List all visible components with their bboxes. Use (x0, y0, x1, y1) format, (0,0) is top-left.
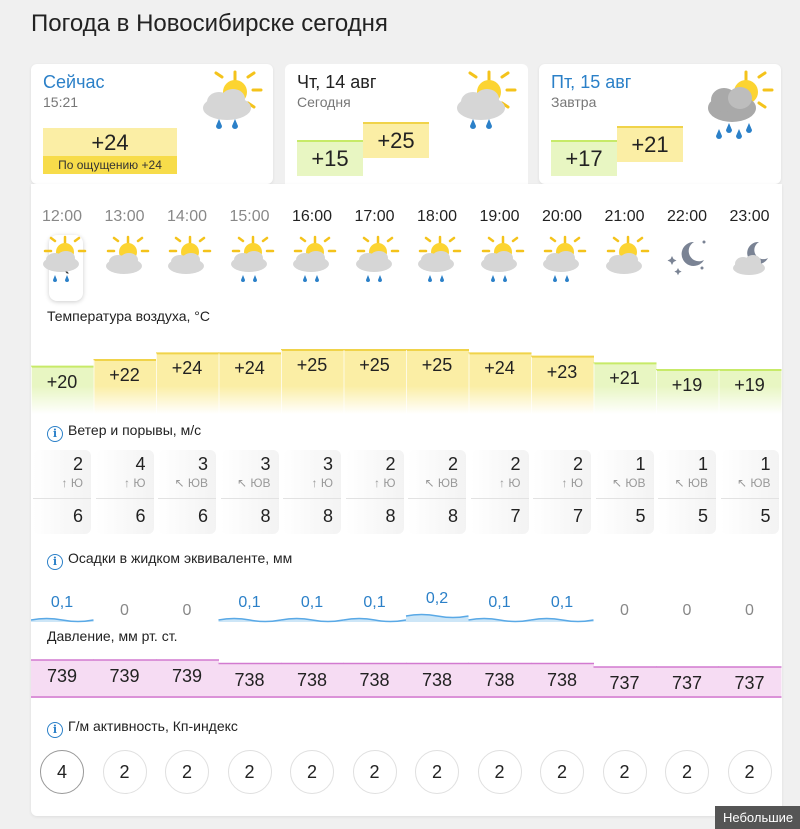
wind-card (346, 450, 404, 534)
hour-label: 14:00 (166, 208, 208, 225)
wind-divider (533, 498, 591, 499)
wind-gust: 6 (72, 506, 83, 526)
pressure-value: 738 (484, 669, 515, 690)
pressure-value: 738 (546, 669, 578, 690)
wind-card (658, 450, 716, 534)
precipitation-value: 0 (745, 602, 754, 619)
wind-divider (33, 498, 91, 499)
info-icon[interactable]: i (47, 722, 63, 738)
temperature-value: +21 (609, 368, 640, 389)
kp-index-badge: 2 (353, 750, 397, 794)
kp-index-badge: 2 (665, 750, 709, 794)
temperature-value: +23 (546, 361, 578, 382)
wind-speed: 1 (635, 454, 646, 474)
pressure-value: 737 (609, 673, 640, 693)
wind-speed: 3 (197, 454, 208, 474)
moon-cloud-icon (719, 234, 781, 282)
moon-stars-icon (656, 234, 718, 282)
now-card[interactable] (31, 64, 273, 184)
wind-card (158, 450, 216, 534)
kp-index-badge: 4 (40, 750, 84, 794)
wind-direction (737, 476, 771, 490)
pressure-value: 738 (421, 669, 453, 690)
wind-speed: 4 (135, 454, 146, 474)
pressure-value: 739 (46, 666, 78, 686)
kp-index-badge: 2 (478, 750, 522, 794)
temperature-value: +24 (171, 358, 203, 379)
tooltip: Небольшие (715, 806, 800, 829)
feels-like: По ощущению +24 (43, 156, 177, 174)
sun-cloud-rain-icon (31, 234, 93, 282)
wind-arrow-icon: ↖ (674, 476, 688, 490)
sun-cloud-rain-icon (531, 234, 593, 282)
temperature-value: +24 (484, 358, 515, 379)
wind-direction-text: Ю (133, 476, 146, 490)
hour-label: 19:00 (479, 208, 520, 225)
wind-divider (96, 498, 154, 499)
kp-index-badge: 2 (540, 750, 584, 794)
temperature-value: +19 (671, 375, 703, 395)
sun-cloud-rain-icon (406, 234, 468, 282)
wind-card (721, 450, 779, 534)
wind-direction-text: ЮВ (687, 476, 708, 490)
today-max-temp: +25 (363, 122, 429, 158)
kp-index-badge: 2 (165, 750, 209, 794)
hour-label: 17:00 (354, 208, 395, 225)
hourly-forecast-panel (31, 184, 782, 816)
tomorrow-card-subtitle: Завтра (551, 94, 597, 110)
wind-divider (471, 498, 529, 499)
wind-arrow-icon: ↑ (124, 476, 134, 490)
kp-index-badge: 2 (603, 750, 647, 794)
wind-direction-text: Ю (70, 476, 83, 490)
wind-direction (562, 476, 583, 490)
wind-direction (124, 476, 145, 490)
now-card-title: Сейчас (43, 72, 105, 92)
wind-direction (424, 476, 458, 490)
wind-label: i Ветер и порывы, м/с (47, 422, 201, 442)
sun-cloud-rain-icon (219, 234, 281, 282)
wind-direction-text: Ю (508, 476, 521, 490)
wind-divider (596, 498, 654, 499)
wind-gust: 6 (197, 506, 208, 526)
wind-divider (658, 498, 716, 499)
info-icon[interactable]: i (47, 554, 63, 570)
top-edge (0, 0, 800, 4)
wind-arrow-icon: ↑ (499, 476, 509, 490)
wind-direction (312, 476, 333, 490)
wind-direction-text: ЮВ (750, 476, 771, 490)
precipitation-value: 0,1 (488, 594, 511, 611)
kp-index-badge: 2 (415, 750, 459, 794)
wind-card (596, 450, 654, 534)
temperature-value: +24 (234, 358, 265, 379)
tomorrow-min-temp: +17 (551, 140, 617, 176)
tomorrow-card[interactable] (539, 64, 781, 184)
wind-speed: 1 (697, 454, 708, 474)
wind-direction-text: ЮВ (250, 476, 271, 490)
now-card-time: 15:21 (43, 94, 79, 110)
wind-arrow-icon: ↖ (236, 476, 251, 490)
sun-cloud-rain-icon (469, 234, 531, 282)
info-icon[interactable]: i (47, 426, 63, 442)
sun-cloud-heavy-rain-icon (704, 70, 774, 150)
precipitation-value: 0 (120, 602, 129, 619)
kp-index-badge: 2 (728, 750, 772, 794)
temperature-value: +25 (421, 355, 453, 375)
wind-divider (283, 498, 341, 499)
precipitation-value: 0,1 (238, 594, 261, 611)
precipitation-label: i Осадки в жидком эквиваленте, мм (47, 550, 292, 570)
wind-arrow-icon: ↑ (61, 476, 71, 490)
wind-direction-text: ЮВ (625, 476, 646, 490)
sun-cloud-rain-icon (199, 70, 263, 146)
page-title: Погода в Новосибирске сегодня (31, 10, 388, 37)
pressure-value: 737 (734, 673, 765, 693)
wind-speed: 2 (572, 454, 583, 474)
wind-gust: 8 (447, 506, 458, 526)
wind-direction-text: ЮВ (187, 476, 208, 490)
temperature-value: +22 (109, 365, 140, 385)
wind-arrow-icon: ↖ (424, 476, 438, 490)
sun-cloud-icon (594, 234, 656, 282)
wind-arrow-icon: ↑ (374, 476, 384, 490)
wind-divider (346, 498, 404, 499)
tomorrow-card-title: Пт, 15 авг (551, 72, 632, 92)
sun-cloud-rain-icon (344, 234, 406, 282)
wind-gust: 6 (135, 506, 146, 526)
wind-direction (674, 476, 708, 490)
wind-speed: 2 (385, 454, 396, 474)
wind-arrow-icon: ↖ (736, 476, 751, 490)
today-card[interactable] (285, 64, 528, 194)
precipitation-value: 0,1 (300, 594, 324, 611)
kp-index-badge: 2 (290, 750, 334, 794)
wind-card (221, 450, 279, 534)
kp-index-badge: 2 (103, 750, 147, 794)
wind-gust: 5 (635, 506, 646, 526)
wind-card (533, 450, 591, 534)
temperature-value: +25 (296, 355, 328, 375)
wind-arrow-icon: ↑ (561, 476, 571, 490)
temperature-value: +25 (359, 355, 390, 375)
wind-speed: 3 (260, 454, 271, 474)
tomorrow-max-temp: +21 (617, 126, 683, 162)
pressure-value: 737 (671, 673, 703, 693)
hour-label: 18:00 (416, 208, 458, 225)
wind-card (96, 450, 154, 534)
wind-direction (62, 476, 83, 490)
hour-label: 13:00 (104, 208, 145, 225)
hour-label: 15:00 (229, 208, 270, 225)
wind-direction (374, 476, 395, 490)
wind-gust: 7 (572, 506, 583, 526)
precipitation-value: 0,2 (425, 590, 449, 607)
precipitation-value: 0 (620, 602, 629, 619)
hour-label: 12:00 (41, 208, 83, 225)
wind-gust: 8 (260, 506, 271, 526)
wind-gust: 5 (697, 506, 708, 526)
wind-direction-text: ЮВ (437, 476, 458, 490)
wind-gust: 7 (510, 506, 521, 526)
wind-card (408, 450, 466, 534)
pressure-label: Давление, мм рт. ст. (47, 628, 178, 644)
wind-divider (221, 498, 279, 499)
sun-cloud-rain-icon (453, 70, 517, 146)
wind-card (283, 450, 341, 534)
pressure-value: 738 (234, 669, 265, 690)
wind-speed: 2 (72, 454, 83, 474)
wind-direction (612, 476, 646, 490)
precipitation-value: 0 (182, 602, 192, 619)
wind-direction (499, 476, 520, 490)
wind-direction (174, 476, 208, 490)
pressure-value: 738 (359, 669, 390, 690)
wind-direction-text: Ю (570, 476, 583, 490)
hour-label: 21:00 (604, 208, 645, 225)
sun-cloud-rain-icon (281, 234, 343, 282)
temperature-label: Температура воздуха, °C (47, 308, 210, 324)
wind-speed: 1 (760, 454, 771, 474)
today-min-temp: +15 (297, 140, 363, 176)
wind-gust: 8 (322, 506, 333, 526)
precipitation-value: 0 (682, 602, 692, 619)
sun-cloud-icon (156, 234, 218, 282)
precipitation-value: 0,1 (50, 594, 74, 611)
wind-arrow-icon: ↖ (611, 476, 626, 490)
pressure-value: 739 (109, 666, 140, 686)
wind-divider (721, 498, 779, 499)
wind-card (33, 450, 91, 534)
today-card-subtitle: Сегодня (297, 94, 351, 110)
wind-divider (408, 498, 466, 499)
wind-gust: 5 (760, 506, 771, 526)
wind-arrow-icon: ↖ (174, 476, 188, 490)
wind-direction-text: Ю (320, 476, 333, 490)
pressure-value: 739 (171, 666, 203, 686)
hour-label: 16:00 (291, 208, 333, 225)
now-temperature: +24 (43, 128, 177, 156)
wind-card (471, 450, 529, 534)
temperature-value: +19 (734, 375, 765, 395)
wind-speed: 2 (510, 454, 521, 474)
wind-direction-text: Ю (383, 476, 396, 490)
wind-speed: 2 (447, 454, 458, 474)
wind-arrow-icon: ↑ (311, 476, 321, 490)
pressure-value: 738 (296, 669, 328, 690)
hour-label: 23:00 (729, 208, 770, 225)
hour-label: 20:00 (541, 208, 583, 225)
today-card-title: Чт, 14 авг (297, 72, 377, 92)
wind-gust: 8 (385, 506, 396, 526)
hour-label: 22:00 (666, 208, 708, 225)
precipitation-value: 0,1 (363, 594, 386, 611)
wind-speed: 3 (322, 454, 333, 474)
temperature-value: +20 (46, 371, 78, 392)
kp-index-badge: 2 (228, 750, 272, 794)
wind-divider (158, 498, 216, 499)
kp-label: i Г/м активность, Кп-индекс (47, 718, 238, 738)
sun-cloud-icon (94, 234, 156, 282)
precipitation-value: 0,1 (550, 594, 574, 611)
wind-direction (237, 476, 271, 490)
